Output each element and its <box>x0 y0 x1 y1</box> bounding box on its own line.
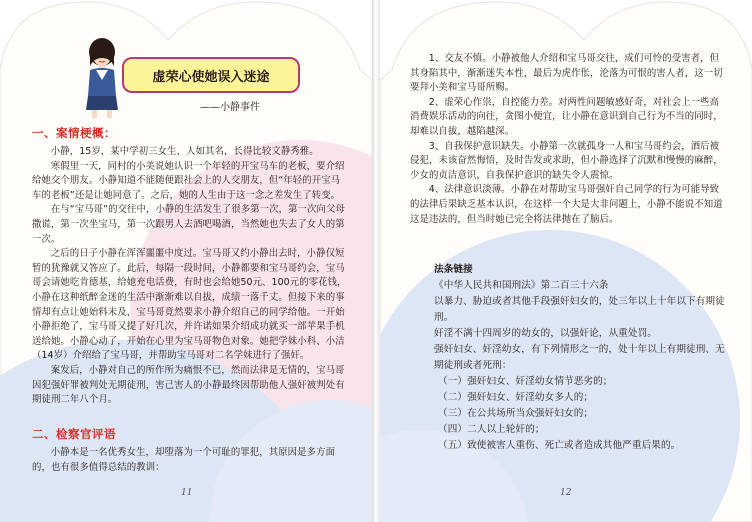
lessons-list <box>410 52 728 227</box>
right-page <box>380 0 752 522</box>
article-subtitle: ——小静事件 <box>200 102 260 113</box>
girl-illustration-icon <box>80 36 126 118</box>
law-item: （五）致使被害人重伤、死亡或者造成其他严重后果的。 <box>438 440 681 451</box>
paragraph: 小静，15岁，某中学初三女生，人如其名，长得比较文静秀雅。 <box>50 146 319 157</box>
law-excerpt <box>434 262 734 454</box>
law-line: 以暴力、胁迫或者其他手段强奸妇女的，处三年以上十年以下有期徒刑。 <box>434 296 725 323</box>
paragraph: 案发后，小静对自己的所作所为痛恨不已，然而法律是无情的，宝马哥因犯强奸罪被判处无期徒刑，害己害人的小静最终因帮助他人强奸被判处有期徒刑二年八个月。 <box>32 364 345 406</box>
law-item: （三）在公共场所当众强奸妇女的； <box>438 408 594 419</box>
law-heading: 法条链接 <box>434 264 473 275</box>
law-citation: 《中华人民共和国刑法》第二百三十六条 <box>434 280 609 291</box>
page-number: 11 <box>181 488 193 498</box>
paragraph: 在与“宝马哥”的交往中，小静的生活发生了很多第一次，第一次向父母撒谎，第一次坐宝马，第一次跟男人去酒吧喝酒，当然她也失去了女人的第一次。 <box>32 204 345 245</box>
paragraph: 之后的日子小静在浑浑噩噩中度过。宝马哥又约小静出去时，小静仅短暂的犹豫就又答应了。此后，每隔一段时间，小静都要和宝马哥约会，宝马哥会请她吃肯德基，给她充电话费，有时也会给她50元、100元的零花钱，小静在这种纸醉金迷的生活中渐渐难以自拔，成绩一落千丈。但接下来的事情却有点让她始料未及，宝马哥竟然要求小静介绍自己的同学给他。一开始小静拒绝了，宝马哥又提了好几次，并许诺如果介绍成功就买一部苹果手机送给她。小静心动了，开始在心里为宝马哥物色对象。她把学妹小科、小洁（14岁）介绍给了宝马哥，并帮助宝马哥对二名学妹进行了强奸。 <box>32 248 347 362</box>
law-item: （四）二人以上轮奸的； <box>438 424 545 435</box>
law-line: 强奸妇女、奸淫幼女，有下列情形之一的，处十年以上有期徒刑、无期徒刑或者死刑： <box>434 344 725 371</box>
paragraph: 小静本是一名优秀女生，却堕落为一个可耻的罪犯，其原因是多方面的，也有很多值得总结的教训： <box>32 447 336 473</box>
section2-body <box>32 446 348 475</box>
lesson-item: 1、交友不慎。小静被他人介绍和宝马哥交往，成们可怜的受害者，但其身陷其中，渐渐迷失本性，最后为虎作伥，沦落为可恨的害人者，这一切要拜小美和宝马哥所赐。 <box>410 53 723 94</box>
paragraph: 寒假里一天，同村的小美说她认识一个年轻的开宝马车的老板，要介绍给她交个朋友。小静知道不能随便跟社会上的人交朋友，但“年轻的开宝马车的老板”还是让她同意了。之后，她的人生由于这一念之差发生了转变。 <box>32 160 345 201</box>
section1-heading: 一、案情梗概： <box>32 126 116 140</box>
lesson-item: 4、法律意识淡薄。小静在对帮助宝马哥强奸自己同学的行为可能导致的法律后果缺乏基本认识，在这样一个大是大非问题上，小静不能说不知道这是违法的，但当时她已完全将法律抛在了脑后。 <box>410 184 723 225</box>
lesson-item: 3、自我保护意识缺失。小静第一次就孤身一人和宝马哥约会，酒后被侵犯，未该奋然悔悟，及时告发或求助，但小静选择了沉默和慢慢的麻醉，少女的贞洁意识，自我保护意识的缺失令人震惊。 <box>410 140 723 181</box>
section2-heading: 二、检察官评语 <box>32 427 116 441</box>
section1-body <box>32 145 348 408</box>
page-number: 12 <box>560 488 572 498</box>
law-item: （二）强奸妇女、奸淫幼女多人的； <box>438 392 594 403</box>
book-spine <box>372 0 380 522</box>
left-page <box>0 0 372 522</box>
article-title: 虚荣心使她误入迷途 <box>122 57 300 93</box>
lesson-item: 2、虚荣心作祟，自控能力差。对两性问题敏感好奇，对社会上一些高消费娱乐活动的向往，贪图小便宜，让小静在意识到自己行为不当的同时，却难以自拔，越陷越深。 <box>410 96 723 137</box>
law-line: 奸淫不满十四周岁的幼女的，以强奸论，从重处罚。 <box>434 328 657 339</box>
law-item: （一）强奸妇女、奸淫幼女情节恶劣的； <box>438 376 613 387</box>
